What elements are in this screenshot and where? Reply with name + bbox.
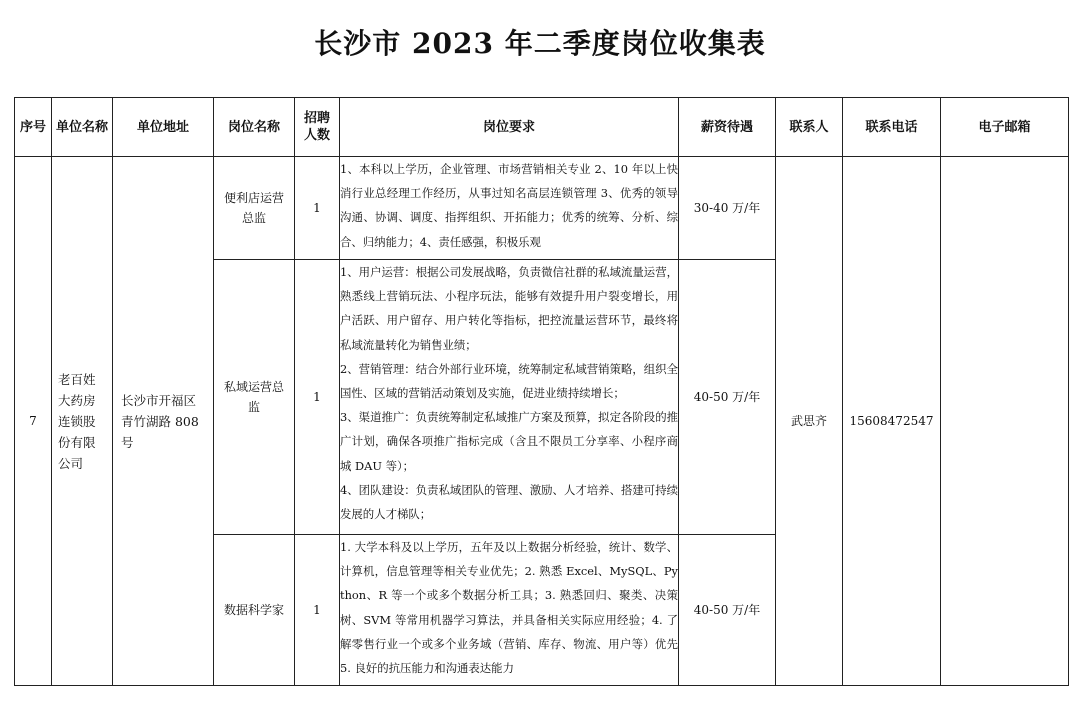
header-contact: 联系人 bbox=[776, 98, 843, 157]
contact-cell: 武思齐 bbox=[776, 157, 843, 686]
company-name: 老百姓大药房连锁股份有限公司 bbox=[58, 371, 96, 471]
header-count-text: 招聘人数 bbox=[303, 111, 330, 143]
position-name-cell bbox=[214, 157, 295, 260]
requirements-cell bbox=[340, 260, 679, 535]
requirement-text: 3、渠道推广：负责统筹制定私域推广方案及预算，拟定各阶段的推广计划，确保各项推广指标完成（含且不限员工分享率、小程序商城 DAU 等）； bbox=[340, 410, 678, 473]
header-company: 单位名称 bbox=[52, 98, 113, 157]
salary-cell: 40-50 万/年 bbox=[679, 260, 776, 535]
header-phone: 联系电话 bbox=[843, 98, 941, 157]
position-name: 私域运营总监 bbox=[223, 380, 284, 414]
phone-cell: 15608472547 bbox=[843, 157, 941, 686]
company-address: 长沙市开福区青竹湖路 808 号 bbox=[121, 392, 199, 450]
salary-cell: 30-40 万/年 bbox=[679, 157, 776, 260]
header-address: 单位地址 bbox=[113, 98, 214, 157]
table-row bbox=[15, 157, 1069, 260]
position-name-cell bbox=[214, 535, 295, 686]
header-requirements: 岗位要求 bbox=[340, 98, 679, 157]
requirement-text: 1、用户运营：根据公司发展战略，负责微信社群的私域流量运营，熟悉线上营销玩法、小程序玩法，能够有效提升用户裂变增长，用户活跃、用户留存、用户转化等指标，把控流量运营环节，最终将私域流量转化为销售业绩； bbox=[340, 265, 678, 352]
salary-cell: 40-50 万/年 bbox=[679, 535, 776, 686]
header-salary: 薪资待遇 bbox=[679, 98, 776, 157]
requirements-cell bbox=[340, 535, 679, 686]
position-name-cell bbox=[214, 260, 295, 535]
email-cell bbox=[941, 157, 1069, 686]
requirement-text: 1、本科以上学历，企业管理、市场营销相关专业 2、10 年以上快消行业总经理工作经历，从事过知名高层连锁管理 3、优秀的领导沟通、协调、调度、指挥组织、开拓能力；优秀的统筹、分析、综合、归纳能力；4、责任感强，积极乐观 bbox=[340, 162, 678, 249]
header-count bbox=[295, 98, 340, 157]
address-cell bbox=[113, 157, 214, 686]
requirement-text: 2、营销管理：结合外部行业环境，统筹制定私域营销策略，组织全国性、区域的营销活动策划及实施，促进业绩持续增长； bbox=[340, 361, 678, 401]
company-cell bbox=[52, 157, 113, 686]
page-title: 长沙市 2023 年二季度岗位收集表 bbox=[314, 27, 766, 60]
position-name: 数据科学家 bbox=[223, 603, 284, 617]
header-row bbox=[15, 98, 1069, 157]
requirement-text: 4、团队建设：负责私域团队的管理、激励、人才培养、搭建可持续发展的人才梯队； bbox=[340, 482, 678, 522]
position-count-cell: 1 bbox=[295, 535, 340, 686]
requirements-cell bbox=[340, 157, 679, 260]
position-name: 便利店运营总监 bbox=[223, 191, 284, 225]
header-position: 岗位名称 bbox=[214, 98, 295, 157]
requirement-text: 1. 大学本科及以上学历，五年及以上数据分析经验，统计、数学、计算机，信息管理等相关专业优先；2. 熟悉 Excel、MySQL、Python、R 等一个或多个数据分析工具；3. 熟悉回归、聚类、决策树、SVM 等常用机器学习算法，并具备相关实际应用经验；4. 了解零售行业一个或多个业务域（营销、库存、物流、用户等）优先 5. 良好的抗压能力和沟通表达能力 bbox=[340, 540, 678, 676]
seq-cell: 7 bbox=[15, 157, 52, 686]
position-table bbox=[14, 97, 1069, 686]
header-seq: 序号 bbox=[15, 98, 52, 157]
position-count-cell: 1 bbox=[295, 260, 340, 535]
header-email: 电子邮箱 bbox=[941, 98, 1069, 157]
position-count-cell: 1 bbox=[295, 157, 340, 260]
